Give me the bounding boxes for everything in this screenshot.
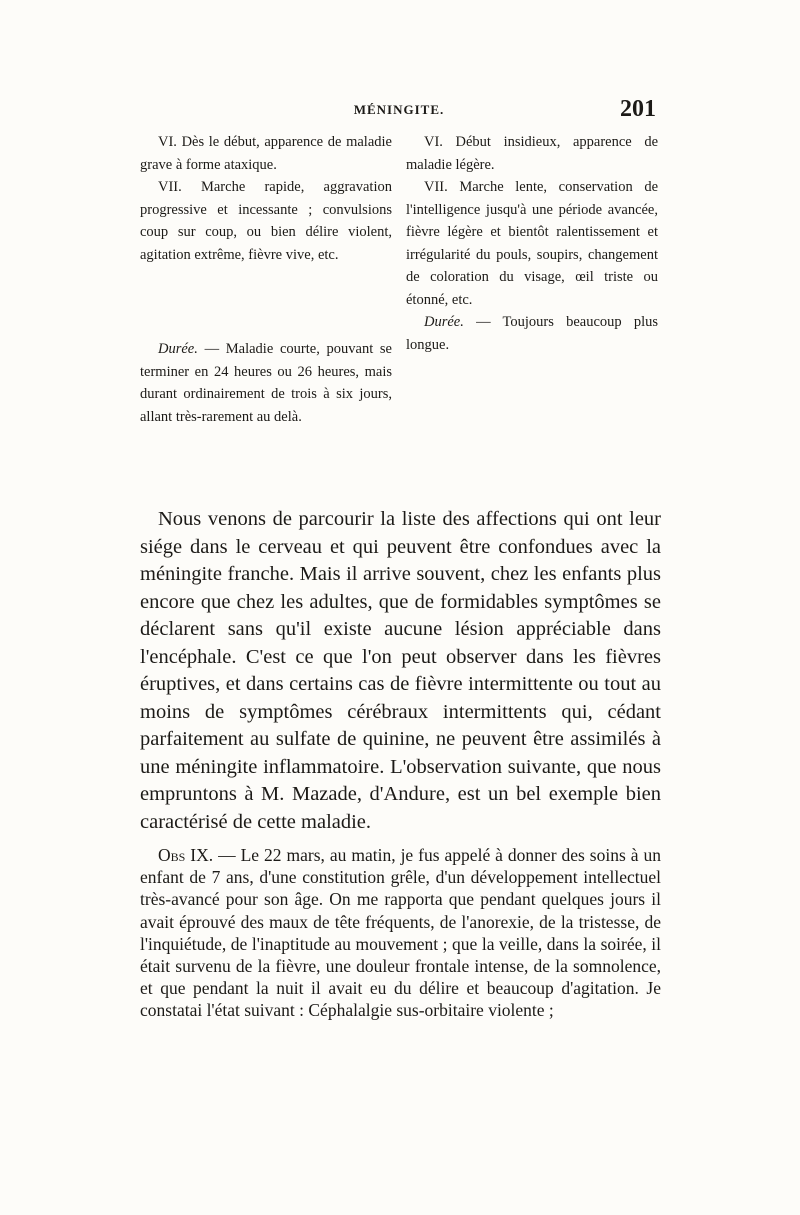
left-duree-label: Durée. [158,341,198,357]
comparison-columns [140,131,660,491]
right-duree-text: — Toujours beaucoup plus longue. [406,314,658,353]
right-item-vii: VII. Marche lente, conservation de l'intelligence jusqu'à une période avancée, fièvre légère et bientôt ralentissement et irrégularité du pouls, soupirs, changement de coloration du visage, œil triste ou étonné, etc. [406,179,658,308]
right-item-vi: VI. Début insidieux, apparence de maladie légère. [406,134,658,173]
page-number: 201 [620,96,656,122]
running-head [142,96,656,124]
observation-text: — Le 22 mars, au matin, je fus appelé à donner des soins à un enfant de 7 ans, d'une constitution grêle, d'un développement intellectuel très-avancé pour son âge. On me rapporta que pendant quelques jours il avait éprouvé des maux de tête fréquents, de l'anorexie, de la tristesse, de l'inquiétude, de l'inaptitude au mouvement ; que la veille, dans la soirée, il était survenu de la fièvre, une douleur frontale intense, de la somnolence, et que pendant la nuit il avait eu du délire et beaucoup d'agitation. Je constatai l'état suivant : Céphalalgie sus-orbitaire violente ; [140,845,662,1021]
left-item-vii: VII. Marche rapide, aggravation progressive et incessante ; convulsions coup sur coup, ou bien délire violent, agitation extrême, fièvre vive, etc. [140,179,392,263]
left-column [140,131,392,428]
observation-label: Obs IX. [158,845,214,865]
left-duree [140,338,392,428]
right-duree [406,311,658,356]
left-item-vi: VI. Dès le début, apparence de maladie grave à forme ataxique. [140,134,392,173]
main-paragraph: Nous venons de parcourir la liste des affections qui ont leur siége dans le cerveau et qui peuvent être confondues avec la méningite franche. Mais il arrive souvent, chez les enfants plus encore que chez les adultes, que de formidables symptômes se déclarent sans qu'il existe aucune lésion appréciable dans l'encéphale. C'est ce que l'on peut observer dans les fièvres éruptives, et dans certains cas de fièvre intermittente ou tout au moins de symptômes cérébraux intermittents qui, cédant parfaitement au sulfate de quinine, ne peuvent être assimilés à une méningite inflammatoire. L'observation suivante, que nous empruntons à M. Mazade, d'Andure, est un bel exemple bien caractérisé de cette maladie. [140,508,661,833]
observation-paragraph [140,844,661,1022]
right-column [406,131,658,356]
right-duree-label: Durée. [424,314,464,330]
running-title: MÉNINGITE. [353,102,445,117]
left-duree-text: — Maladie courte, pouvant se terminer en 24 heures ou 26 heures, mais durant ordinairement de trois à six jours, allant très-rarement au delà. [140,341,392,425]
